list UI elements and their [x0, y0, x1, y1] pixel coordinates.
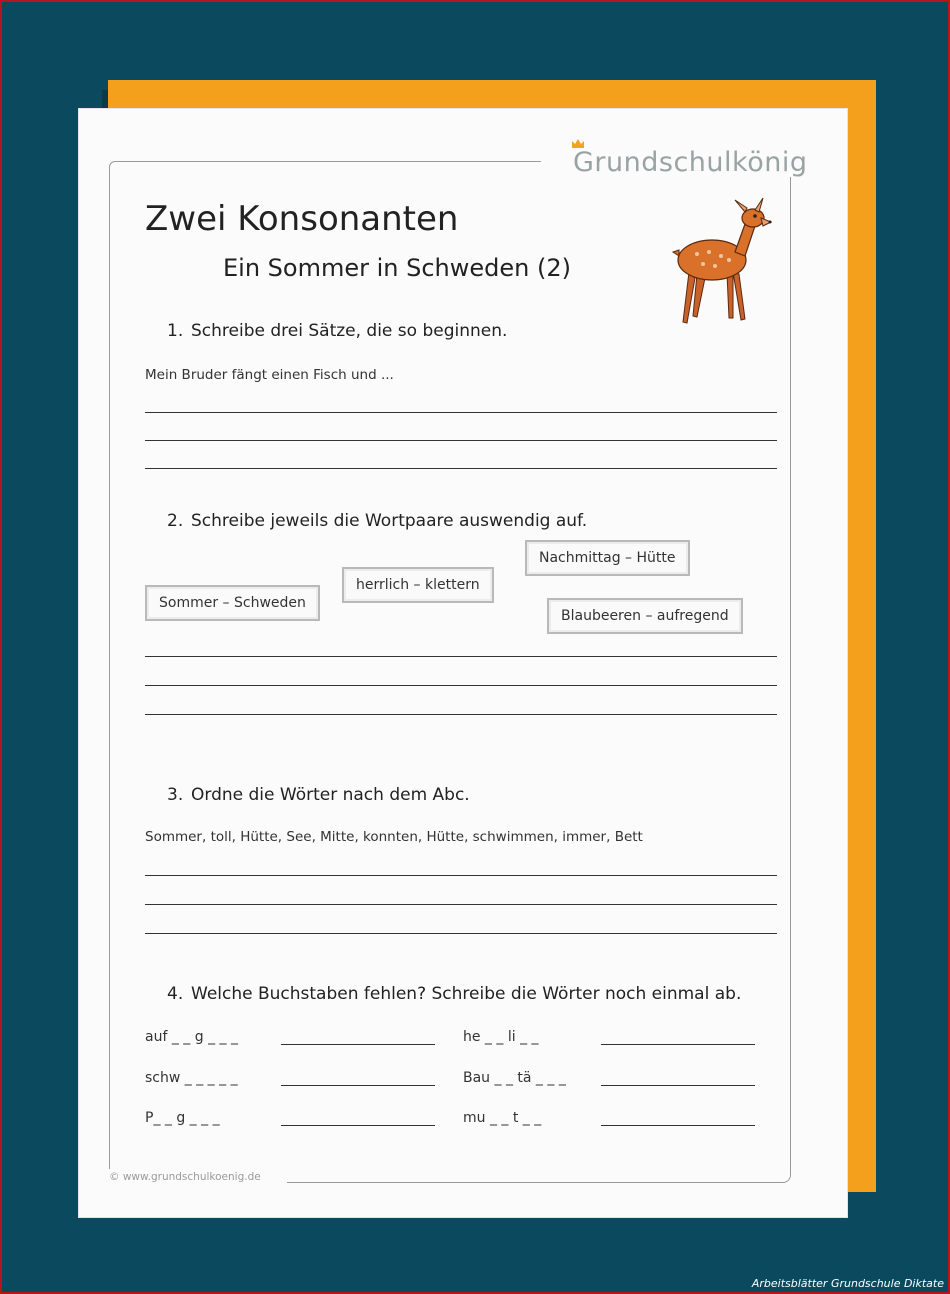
writing-line[interactable] [145, 412, 777, 413]
answer-line[interactable] [281, 1085, 435, 1086]
page-title: Zwei Konsonanten [145, 199, 459, 239]
answer-line[interactable] [601, 1125, 755, 1126]
task-3-heading: 3. Ordne die Wörter nach dem Abc. [167, 785, 470, 805]
answer-line[interactable] [601, 1044, 755, 1045]
gap-word: he _ _ li _ _ [463, 1029, 539, 1045]
gap-word: auf _ _ g _ _ _ [145, 1029, 238, 1045]
task-2-heading: 2. Schreibe jeweils die Wortpaare auswendig auf. [167, 511, 588, 531]
gap-word: mu _ _ t _ _ [463, 1110, 542, 1126]
writing-line[interactable] [145, 656, 777, 657]
word-pair-box: Sommer – Schweden [145, 585, 320, 621]
page-subtitle: Ein Sommer in Schweden (2) [223, 254, 571, 282]
answer-line[interactable] [601, 1085, 755, 1086]
brand-logo: Grundschulkönig [573, 147, 808, 178]
task-1-prompt: Mein Bruder fängt einen Fisch und ... [145, 367, 394, 383]
gap-word: Bau _ _ tä _ _ _ [463, 1070, 566, 1086]
word-pair-box: herrlich – klettern [342, 567, 494, 603]
task-1-heading: 1. Schreibe drei Sätze, die so beginnen. [167, 321, 508, 341]
writing-line[interactable] [145, 933, 777, 934]
answer-line[interactable] [281, 1125, 435, 1126]
fawn-illustration [657, 194, 787, 329]
writing-line[interactable] [145, 904, 777, 905]
word-pair-box: Blaubeeren – aufregend [547, 598, 743, 634]
watermark: Arbeitsblätter Grundschule Diktate [751, 1277, 944, 1290]
writing-line[interactable] [145, 468, 777, 469]
writing-line[interactable] [145, 714, 777, 715]
copyright-notice: © www.grundschulkoenig.de [109, 1171, 261, 1183]
task-4-heading: 4. Welche Buchstaben fehlen? Schreibe die Wörter noch einmal ab. [167, 984, 742, 1004]
gap-word: P_ _ g _ _ _ [145, 1110, 220, 1126]
word-pair-box: Nachmittag – Hütte [525, 540, 690, 576]
answer-line[interactable] [281, 1044, 435, 1045]
writing-line[interactable] [145, 685, 777, 686]
worksheet [79, 109, 847, 1217]
writing-line[interactable] [145, 875, 777, 876]
writing-line[interactable] [145, 440, 777, 441]
task-3-word-list: Sommer, toll, Hütte, See, Mitte, konnten, Hütte, schwimmen, immer, Bett [145, 829, 643, 845]
gap-word: schw _ _ _ _ _ [145, 1070, 238, 1086]
